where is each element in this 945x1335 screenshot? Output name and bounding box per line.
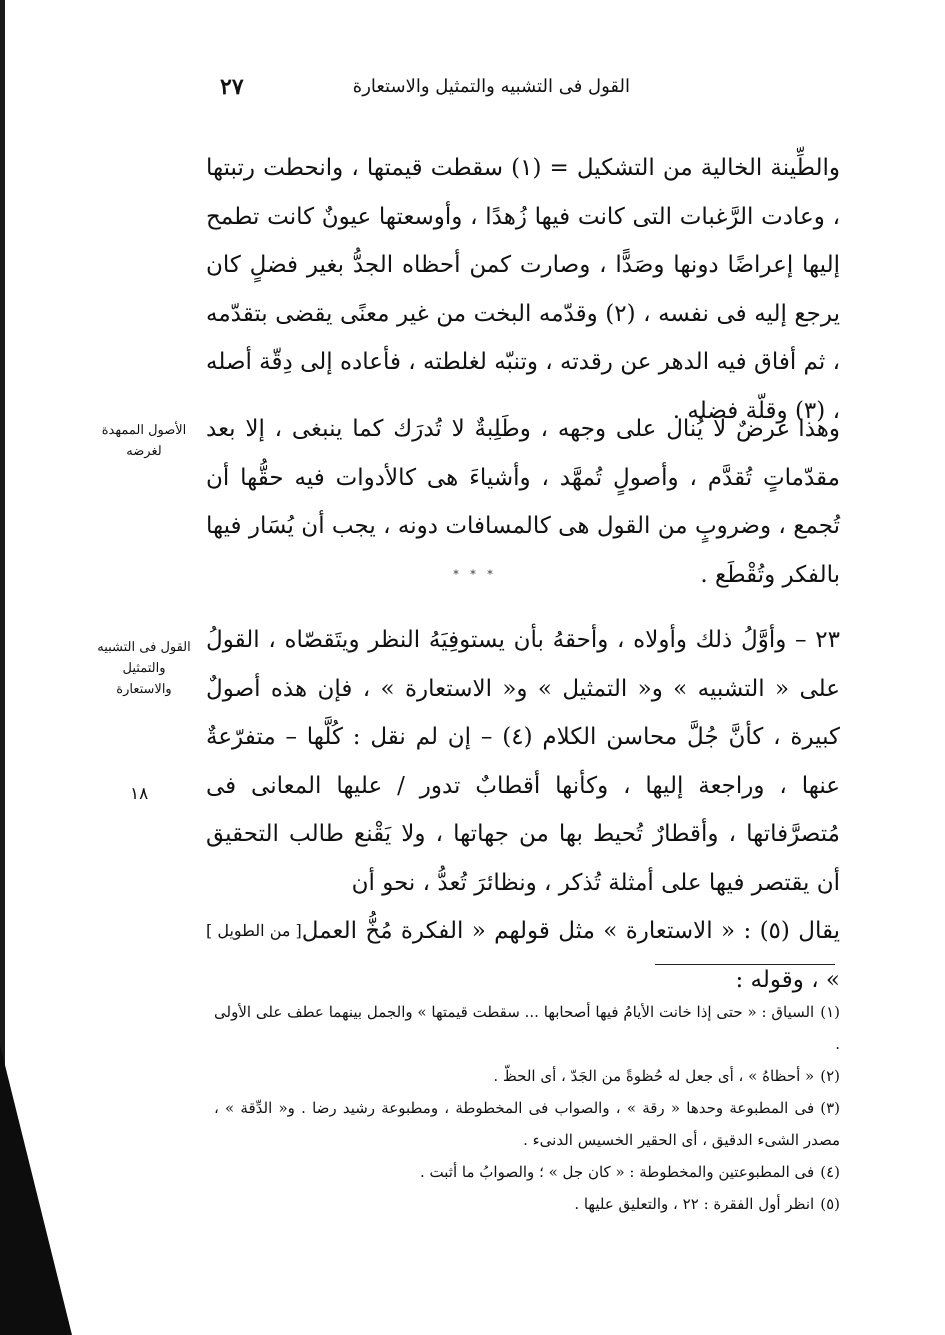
paragraph-2 [206, 405, 840, 599]
footnote-5 [214, 1188, 840, 1220]
page-number: ٢٧ [220, 74, 244, 100]
scan-corner-shadow [0, 1045, 72, 1335]
footnote-number: (٣) [820, 1099, 840, 1117]
footnote-text: « أحظاهُ » ، أى جعل له حُظوةً من الجَدّ ، أى الحظّ . [493, 1067, 815, 1085]
footnote-2 [214, 1060, 840, 1092]
paragraph-23 [206, 616, 840, 1004]
footnote-number: (٢) [820, 1067, 840, 1085]
running-head-title: القول فى التشبيه والتمثيل والاستعارة [352, 76, 630, 97]
footnote-text: السياق : « حتى إذا خانت الأيامُ فيها أصحابها ... سقطت قيمتها » والجمل بينهما عطف على الأولى . [214, 1003, 840, 1053]
margin-note-foundations: الأصول الممهدة لغرضه [101, 423, 187, 459]
section-separator: * * * [453, 568, 497, 581]
paragraph-23-last-line [206, 907, 840, 1004]
footnote-number: (١) [820, 1003, 840, 1021]
paragraph-1-text: والطِّينة الخالية من التشكيل = (١) سقطت قيمتها ، وانحطت رتبتها ، وعادت الرَّغبات التى كانت فيها زُهدًا ، وأوسعتها عيونٌ كانت تطمح إليها إعراضًا دونها وصَدًّا ، وصارت كمن أحظاه الجدُّ بغير فضلٍ كان يرجع إليه فى نفسه ، (٢) وقدّمه البخت من غير معنًى يقضى بتقدّمه ، ثم أفاق فيه الدهر عن رقدته ، وتنبّه لغلطته ، فأعاده إلى دِقّة أصله ، (٣) وقلّة فضله . [206, 155, 840, 424]
page-header [220, 74, 630, 108]
paragraph-2-text: وهذا غرضٌ لا يُنال على وجهه ، وطَلِبةٌ لا تُدرَك كما ينبغى ، إلا بعد مقدّماتٍ تُقدَّم ، وأصولٍ تُمهَّد ، وأشياءَ هى كالأدوات فيه حقُّها أن تُجمع ، وضروبٍ من القول هى كالمسافات دونه ، يجب أن يُسَار فيها بالفكر وتُقْطَع . [206, 416, 840, 588]
footnote-number: (٤) [820, 1163, 840, 1181]
paragraph-23-text: ٢٣ – وأوَّلُ ذلك وأولاه ، وأحقهُ بأن يستوفِيَهُ النظر ويتَقصّاه ، القولُ على « التشبيه » و« التمثيل » و« الاستعارة » ، فإن هذه أصولٌ كبيرة ، كأنَّ جُلَّ محاسن الكلام (٤) – إن لم نقل : كُلَّها – متفرّعةٌ عنها ، وراجعة إليها ، وكأنها أقطابٌ تدور / عليها المعانى فى مُتصرَّفاتها ، وأقطارٌ تُحيط بها من جهاتها ، ولا يَقْنع طالب التحقيق أن يقتصر فيها على أمثلة تُذكر ، ونظائرَ تُعدُّ ، نحو أن [206, 627, 840, 896]
footnote-4 [214, 1156, 840, 1188]
original-page-marker: ١٨ [130, 784, 149, 804]
meter-label: [ من الطويل ] [206, 921, 302, 940]
margin-note-simile-metaphor: القول فى التشبيه والتمثيل والاستعارة [97, 640, 191, 697]
footnote-number: (٥) [820, 1195, 840, 1213]
footnote-divider [655, 964, 835, 965]
paragraph-23-last-text: يقال (٥) : « الاستعارة » مثل قولهم « الفكرة مُخُّ العمل » ، وقوله : [301, 918, 840, 993]
footnote-text: انظر أول الفقرة : ٢٢ ، والتعليق عليها . [574, 1195, 815, 1213]
footnotes [214, 996, 840, 1220]
footnote-1 [214, 996, 840, 1060]
footnote-text: فى المطبوعة وحدها « رقة » ، والصواب فى المخطوطة ، ومطبوعة رشيد رضا . و« الدِّقة » ، مصدر الشىء الدقيق ، أى الحقير الخسيس الدنىء . [214, 1099, 840, 1149]
footnote-text: فى المطبوعتين والمخطوطة : « كان جل » ؛ والصوابُ ما أثبت . [420, 1163, 815, 1181]
footnote-3 [214, 1092, 840, 1156]
paragraph-1 [206, 144, 840, 435]
